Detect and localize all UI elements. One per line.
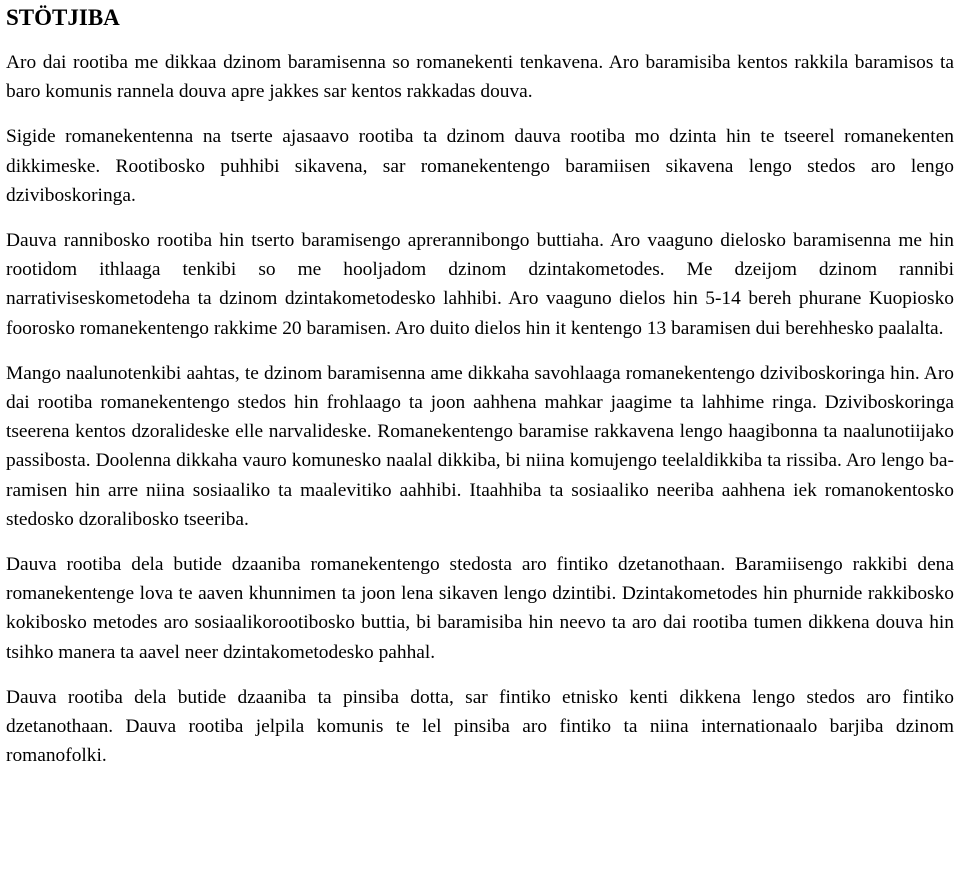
paragraph-3: Dauva rannibosko rootiba hin tserto baramisengo aprerannibongo buttiaha. Aro vaaguno dielosko baramisenna me hin rootidom ithlaaga tenkibi so me hooljadom dzinom dzintakometodes. Me dzeijom dzinom rannibi narrativiseskometodeha ta dzinom dzintakometodesko lahhibi. Aro vaaguno dielos hin 5-14 bereh phurane Kuopiosko foorosko romanekentengo rakkime 20 baramisen. Aro duito dielos hin it kentengo 13 baramisen dui berehhesko paalalta. — [6, 230, 954, 339]
paragraph-5: Dauva rootiba dela butide dzaaniba romanekentengo stedosta aro fintiko dzetanothaan. Baramiisengo rakkibi dena romanekentenge lova te aaven khunnimen ta joon lena sikaven lengo dzintibi. Dzintakometodes hin phurnide rakkibosko kokibosko metodes aro sosiaalikorootibosko buttia, bi baramisiba hin neevo ta aro dai rootiba tumen dikkena douva hin tsihko manera ta aavel neer dzintakometodesko pahhal. — [6, 554, 954, 663]
paragraph-2: Sigide romanekentenna na tserte ajasaavo rootiba ta dzinom dauva rootiba mo dzinta hin te tseerel romanekenten dikkimeske. Rootibosko puhhibi sikavena, sar romanekentengo baramiisen sikavena lengo stedos aro lengo dziviboskoringa. — [6, 126, 954, 206]
document-body — [6, 48, 954, 770]
document-page — [6, 0, 954, 786]
paragraph-4: Mango naalunotenkibi aahtas, te dzinom baramisenna ame dikkaha savohlaaga romanekentengo dziviboskoringa hin. Aro dai rootiba romanekentengo stedos hin frohlaago ta joon aahhena mahkar jaagime ta lahhime ringa. Dziviboskoringa tseerena kentos dzoralideske elle narvalideske. Romanekentengo baramise rakkavena lengo haagibonna ta naalunotiijako passibosta. Doolenna dikkaha vauro komunesko naalal dikkiba, bi niina komujengo teelaldikkiba ta rissiba. Aro lengo baramisen hin arre niina sosiaaliko ta maalevitiko aahhibi. Itaahhiba ta sosiaaliko neeriba aahhena iek romanokentosko stedosko dzoralibosko tseeriba. — [6, 362, 954, 530]
paragraph-1: Aro dai rootiba me dikkaa dzinom baramisenna so romanekenti tenkavena. Aro baramisiba kentos rakkila baramisos ta baro komunis rannela douva apre jakkes sar kentos rakkadas douva. — [6, 52, 954, 103]
paragraph-6: Dauva rootiba dela butide dzaaniba ta pinsiba dotta, sar fintiko etnisko kenti dikkena lengo stedos aro fintiko dzetanothaan. Dauva rootiba jelpila komunis te lel pinsiba aro fintiko ta niina internationaalo barjiba dzinom romanofolki. — [6, 686, 954, 767]
document-title: STÖTJIBA — [6, 5, 120, 30]
